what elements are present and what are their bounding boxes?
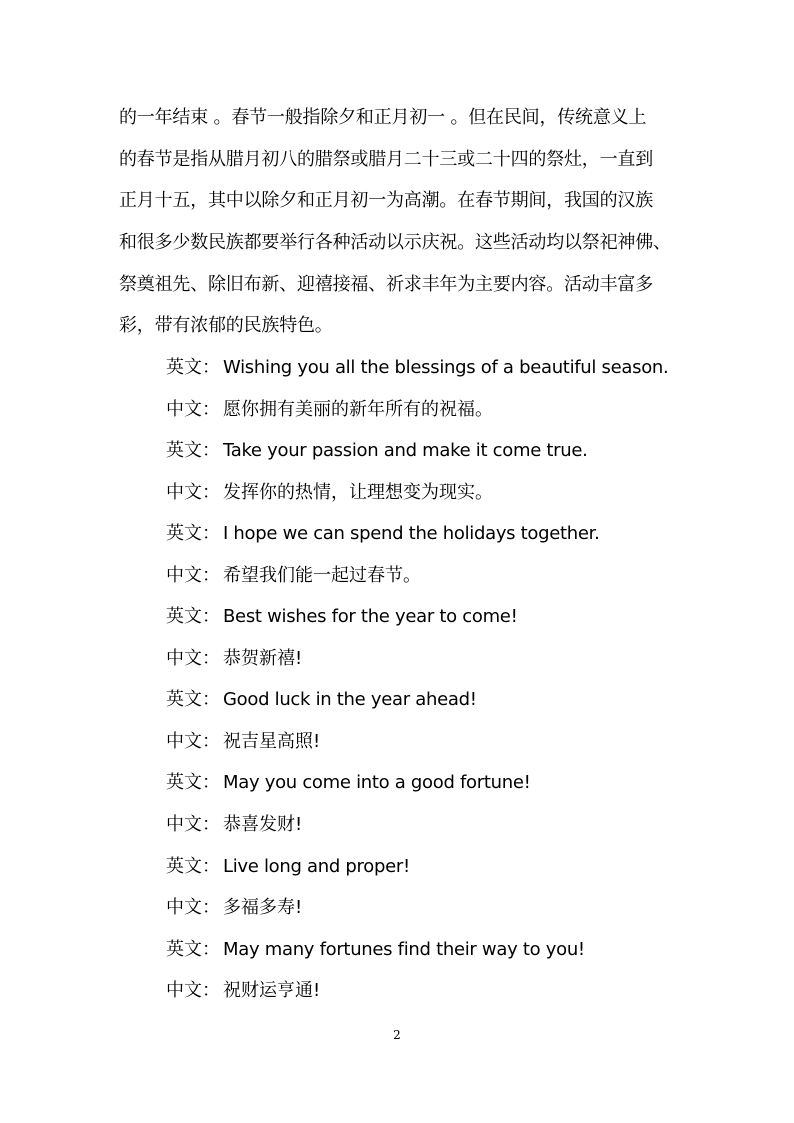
english-label: 英文： (166, 523, 220, 545)
english-label: 英文： (166, 855, 220, 877)
chinese-line (166, 887, 726, 929)
greeting-translation-list (166, 347, 726, 1012)
english-text: Best wishes for the year to come! (223, 606, 518, 628)
paragraph-line: 彩，带有浓郁的民族特色。 (119, 315, 333, 337)
english-text: Wishing you all the blessings of a beautiful season. (223, 357, 669, 378)
chinese-label: 中文： (166, 814, 220, 836)
english-text: Take your passion and make it come true. (223, 440, 588, 462)
english-text: I hope we can spend the holidays together. (223, 523, 600, 545)
intro-paragraph (119, 97, 679, 347)
chinese-line (166, 970, 726, 1012)
chinese-line (166, 555, 726, 597)
chinese-line (166, 389, 726, 431)
paragraph-line: 的一年结束 。春节一般指除夕和正月初一 。但在民间，传统意义上 (119, 107, 647, 128)
chinese-text: 祝吉星高照! (223, 730, 321, 752)
paragraph-line: 正月十五，其中以除夕和正月初一为高潮。在春节期间，我国的汉族 (119, 190, 653, 212)
paragraph-line: 祭奠祖先、除旧布新、迎禧接福、祈求丰年为主要内容。活动丰富多 (119, 273, 653, 295)
page-number: 2 (393, 1028, 401, 1042)
english-text: Good luck in the year ahead! (223, 689, 477, 711)
chinese-label: 中文： (166, 398, 220, 420)
english-line (166, 679, 726, 721)
english-text: May many fortunes find their way to you! (223, 938, 585, 960)
english-line (166, 513, 726, 555)
chinese-label: 中文： (166, 897, 220, 919)
chinese-line (166, 804, 726, 846)
chinese-label: 中文： (166, 980, 220, 1002)
english-label: 英文： (166, 357, 220, 378)
chinese-label: 中文： (166, 564, 220, 586)
english-label: 英文： (166, 938, 220, 960)
chinese-text: 希望我们能一起过春节。 (223, 564, 421, 586)
chinese-text: 恭贺新禧! (223, 647, 303, 669)
english-label: 英文： (166, 689, 220, 711)
english-line (166, 596, 726, 638)
english-line (166, 929, 726, 971)
chinese-label: 中文： (166, 647, 220, 669)
chinese-text: 恭喜发财! (223, 814, 303, 836)
chinese-label: 中文： (166, 481, 220, 503)
english-text: May you come into a good fortune! (223, 772, 531, 794)
english-line (166, 430, 726, 472)
english-label: 英文： (166, 772, 220, 794)
chinese-text: 多福多寿! (223, 897, 303, 919)
english-line (166, 347, 726, 389)
chinese-text: 愿你拥有美丽的新年所有的祝福。 (223, 398, 493, 420)
chinese-line (166, 721, 726, 763)
english-line (166, 846, 726, 888)
chinese-text: 发挥你的热情，让理想变为现实。 (223, 481, 493, 503)
chinese-line (166, 638, 726, 680)
english-text: Live long and proper! (223, 855, 410, 877)
paragraph-line: 和很多少数民族都要举行各种活动以示庆祝。这些活动均以祭祀神佛、 (119, 232, 671, 254)
english-line (166, 762, 726, 804)
chinese-text: 祝财运亨通! (223, 980, 321, 1002)
chinese-line (166, 472, 726, 514)
chinese-label: 中文： (166, 730, 220, 752)
paragraph-line: 的春节是指从腊月初八的腊祭或腊月二十三或二十四的祭灶，一直到 (119, 148, 653, 170)
english-label: 英文： (166, 440, 220, 462)
english-label: 英文： (166, 606, 220, 628)
